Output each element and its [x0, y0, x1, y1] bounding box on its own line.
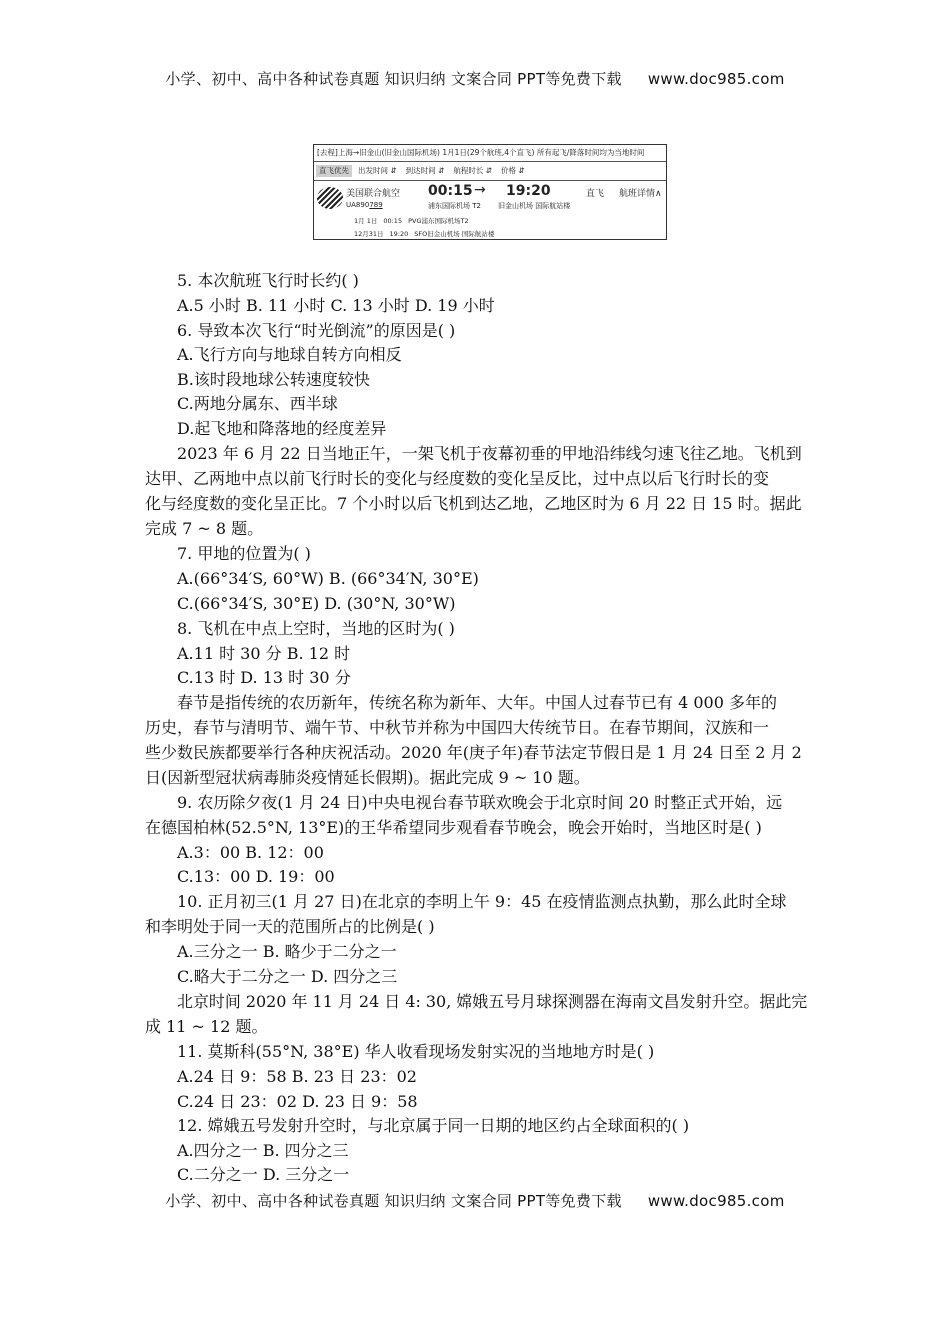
- passage-7-8-line3: 化与经度数的变化呈正比。7 个小时以后飞机到达乙地，乙地区时为 6 月 22 日 15 时。据此: [145, 494, 802, 513]
- question-11: 11. 莫斯科(55°N, 38°E) 华人收看现场发射实况的当地地方时是( ): [177, 1042, 655, 1061]
- segment-arrive-place: SFO旧金山机场 国际航站楼: [414, 230, 495, 238]
- segment-depart-date: 1月 1日: [354, 217, 378, 225]
- q6-option-a: A.飞行方向与地球自转方向相反: [177, 345, 402, 364]
- q9-options-ab: A.3：00 B. 12：00: [177, 843, 324, 862]
- q5-options: A.5 小时 B. 11 小时 C. 13 小时 D. 19 小时: [177, 296, 495, 315]
- airline-logo-icon: [317, 187, 343, 209]
- question-12: 12. 嫦娥五号发射升空时，与北京属于同一日期的地区约占全球面积的( ): [177, 1116, 690, 1135]
- question-6: 6. 导致本次飞行“时光倒流”的原因是( ): [177, 321, 456, 340]
- q7-options-ab: A.(66°34′S, 60°W) B. (66°34′N, 30°E): [177, 569, 479, 588]
- q9-options-cd: C.13：00 D. 19：00: [177, 867, 335, 886]
- arrive-airport: 旧金山机场 国际航站楼: [498, 202, 571, 210]
- segment-depart-place: PVG浦东国际机场T2: [408, 217, 469, 225]
- flight-main: [314, 181, 666, 241]
- segment-arrive-time: 19:20: [389, 230, 409, 238]
- direct-label: 直飞: [586, 189, 605, 199]
- passage-7-8-line2: 达甲、乙两地中点以前飞行时长的变化与经度数的变化呈反比，过中点以后飞行时长的变: [145, 469, 770, 488]
- flight-detail-toggle: 航班详情∧: [619, 189, 662, 199]
- q10-options-ab: A.三分之一 B. 略少于二分之一: [177, 942, 397, 961]
- question-10-line1: 10. 正月初三(1 月 27 日)在北京的李明上午 9：45 在疫情监测点执勤，那么此时全球: [177, 892, 787, 911]
- passage-11-12-line2: 成 11 ~ 12 题。: [145, 1017, 268, 1036]
- flight-number-code: UA890: [346, 201, 370, 209]
- sort-depart-time: 出发时间 ⇵: [358, 166, 397, 175]
- footer-text: 小学、初中、高中各种试卷真题 知识归纳 文案合同 PPT等免费下载: [165, 1192, 622, 1210]
- q10-options-cd: C.略大于二分之一 D. 四分之三: [177, 967, 398, 986]
- q8-options-ab: A.11 时 30 分 B. 12 时: [177, 644, 351, 663]
- q12-options-ab: A.四分之一 B. 四分之三: [177, 1141, 349, 1160]
- q6-option-d: D.起飞地和降落地的经度差异: [177, 419, 387, 438]
- question-9-line1: 9. 农历除夕夜(1 月 24 日)中央电视台春节联欢晚会于北京时间 20 时整正式开始，远: [177, 793, 783, 812]
- sort-direct-first: 直飞优先: [316, 165, 352, 177]
- question-8: 8. 飞机在中点上空时，当地的区时为( ): [177, 619, 455, 638]
- header-site: www.doc985.com: [647, 70, 785, 88]
- flight-sort-bar: [314, 162, 666, 181]
- question-10-line2: 和李明处于同一天的范围所占的比例是( ): [145, 917, 435, 936]
- header-text: 小学、初中、高中各种试卷真题 知识归纳 文案合同 PPT等免费下载: [165, 70, 622, 88]
- flight-number-link: 789: [369, 201, 383, 209]
- sort-duration: 航程时长 ⇵: [453, 166, 493, 175]
- footer-site: www.doc985.com: [647, 1192, 785, 1210]
- arrive-time: 19:20: [506, 183, 551, 199]
- page-footer: [0, 1190, 950, 1211]
- passage-11-12-line1: 北京时间 2020 年 11 月 24 日 4: 30, 嫦娥五号月球探测器在海南文昌发射升空。据此完: [177, 992, 808, 1011]
- q11-options-ab: A.24 日 9：58 B. 23 日 23：02: [177, 1067, 417, 1086]
- q6-option-b: B.该时段地球公转速度较快: [177, 370, 370, 389]
- passage-9-10-line1: 春节是指传统的农历新年，传统名称为新年、大年。中国人过春节已有 4 000 多年的: [177, 693, 777, 712]
- q6-option-c: C.两地分属东、西半球: [177, 394, 338, 413]
- passage-9-10-line3: 些少数民族都要举行各种庆祝活动。2020 年(庚子年)春节法定节假日是 1 月 24 日至 2 月 2: [145, 743, 802, 762]
- q7-options-cd: C.(66°34′S, 30°E) D. (30°N, 30°W): [177, 594, 456, 613]
- flight-info-figure: [313, 144, 667, 240]
- airline-name: 美国联合航空: [346, 189, 401, 199]
- page-header: [0, 68, 950, 89]
- segment-arrive-date: 12月31日: [354, 230, 384, 238]
- q8-options-cd: C.13 时 D. 13 时 30 分: [177, 668, 351, 687]
- question-7: 7. 甲地的位置为( ): [177, 544, 311, 563]
- sort-arrive-time: 到达时间 ⇵: [405, 166, 445, 175]
- passage-9-10-line2: 历史，春节与清明节、端午节、中秋节并称为中国四大传统节日。在春节期间，汉族和一: [145, 718, 770, 737]
- depart-airport: 浦东国际机场 T2: [428, 202, 481, 210]
- question-9-line2: 在德国柏林(52.5°N, 13°E)的王华希望同步观看春节晚会，晚会开始时，当地区时是( ): [145, 818, 762, 837]
- passage-9-10-line4: 日(因新型冠状病毒肺炎疫情延长假期)。据此完成 9 ~ 10 题。: [145, 768, 590, 787]
- segment-depart-time: 00:15: [383, 217, 403, 225]
- arrow-right-icon: →: [474, 182, 486, 198]
- q12-options-cd: C.二分之一 D. 三分之一: [177, 1165, 350, 1184]
- passage-7-8-line4: 完成 7 ~ 8 题。: [145, 519, 264, 538]
- depart-time: 00:15: [428, 183, 473, 199]
- sort-price: 价格 ⇵: [501, 166, 525, 175]
- segment-depart: [354, 216, 475, 225]
- flight-number: [346, 201, 383, 209]
- segment-arrive: [354, 229, 500, 238]
- flight-route-bar: [去程]上海→旧金山(旧金山国际机场) 1月1日(29个航班,4个直飞) 所有起飞/降落时间均为当地时间: [314, 145, 666, 162]
- question-5: 5. 本次航班飞行时长约( ): [177, 271, 359, 290]
- passage-7-8-line1: 2023 年 6 月 22 日当地正午，一架飞机于夜幕初垂的甲地沿纬线匀速飞往乙地。飞机到: [177, 444, 802, 463]
- q11-options-cd: C.24 日 23：02 D. 23 日 9：58: [177, 1092, 418, 1111]
